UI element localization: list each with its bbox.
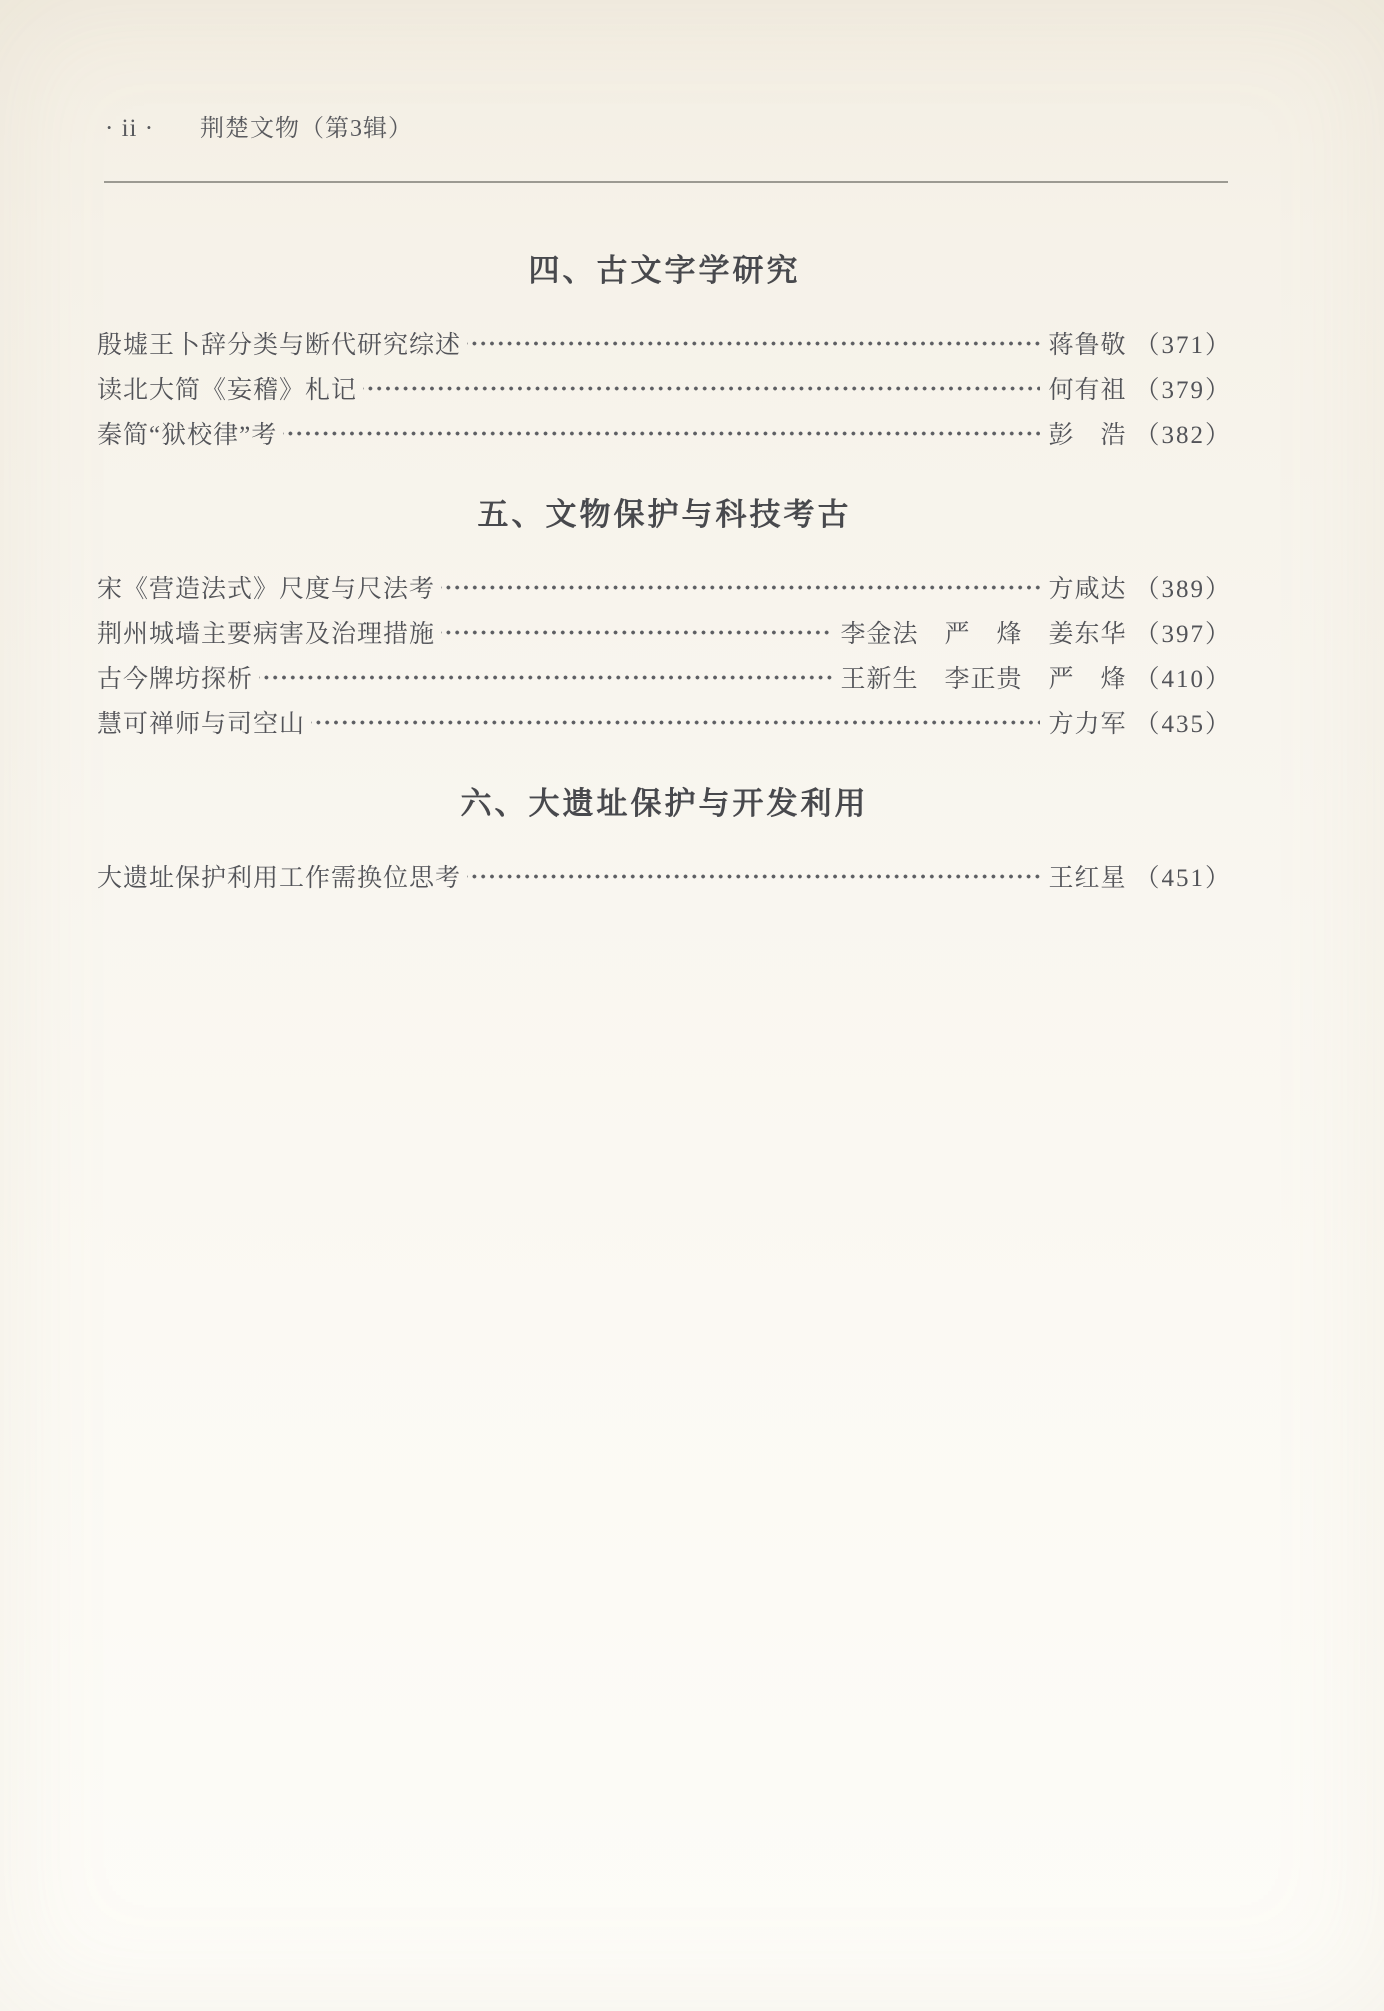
section-title: 六、大遗址保护与开发利用	[460, 786, 869, 821]
toc-entry	[97, 365, 1232, 410]
toc-entry	[97, 320, 1232, 365]
section-title: 四、古文字学研究	[528, 253, 801, 288]
entry-title: 宋《营造法式》尺度与尺法考	[97, 575, 436, 603]
dot-leader	[363, 376, 1040, 401]
entry-title: 读北大简《妄稽》札记	[97, 376, 358, 404]
entry-page-number: （379）	[1134, 376, 1232, 404]
section-title: 五、文物保护与科技考古	[477, 497, 852, 532]
book-title: 荆楚文物（第3辑）	[200, 116, 414, 142]
entry-page-number: （389）	[1134, 575, 1232, 603]
toc-entry	[97, 699, 1232, 744]
page-header	[105, 108, 1232, 140]
entry-page-number: （382）	[1134, 421, 1232, 449]
toc-entry	[97, 853, 1232, 898]
entry-page-number: （397）	[1134, 620, 1232, 648]
toc-section	[97, 489, 1232, 744]
entry-title: 慧可禅师与司空山	[97, 710, 306, 738]
entry-title: 古今牌坊探析	[97, 665, 254, 693]
dot-leader	[467, 864, 1040, 889]
toc-section	[97, 778, 1232, 898]
entry-authors: 李金法 严 烽 姜东华	[840, 620, 1127, 648]
entry-page-number: （410）	[1134, 665, 1232, 693]
entry-authors: 蒋鲁敬	[1048, 331, 1127, 359]
entry-authors: 方力军	[1048, 710, 1127, 738]
toc-entry	[97, 654, 1232, 699]
entry-page-number: （435）	[1134, 710, 1232, 738]
entry-page-number: （371）	[1134, 331, 1232, 359]
dot-leader	[259, 665, 832, 690]
dot-leader	[283, 421, 1040, 446]
entry-authors: 王新生 李正贵 严 烽	[840, 665, 1127, 693]
entry-title: 秦简“狱校律”考	[97, 421, 278, 449]
dot-leader	[441, 575, 1040, 600]
folio-marker: · ii ·	[105, 115, 155, 142]
toc-sections	[97, 245, 1232, 898]
toc-entry	[97, 609, 1232, 654]
dot-leader	[441, 620, 832, 645]
entry-authors: 何有祖	[1048, 376, 1127, 404]
section-entries	[97, 320, 1232, 455]
dot-leader	[311, 710, 1040, 735]
entry-authors: 彭 浩	[1048, 421, 1127, 449]
entry-title: 大遗址保护利用工作需换位思考	[97, 864, 462, 892]
dot-leader	[467, 331, 1040, 356]
entry-title: 殷墟王卜辞分类与断代研究综述	[97, 331, 462, 359]
entry-title: 荆州城墙主要病害及治理措施	[97, 620, 436, 648]
toc-entry	[97, 410, 1232, 455]
entry-authors: 王红星	[1048, 864, 1127, 892]
entry-page-number: （451）	[1134, 864, 1232, 892]
toc-section	[97, 245, 1232, 455]
header-rule	[104, 181, 1228, 183]
toc-entry	[97, 564, 1232, 609]
section-entries	[97, 853, 1232, 898]
section-entries	[97, 564, 1232, 744]
entry-authors: 方咸达	[1048, 575, 1127, 603]
